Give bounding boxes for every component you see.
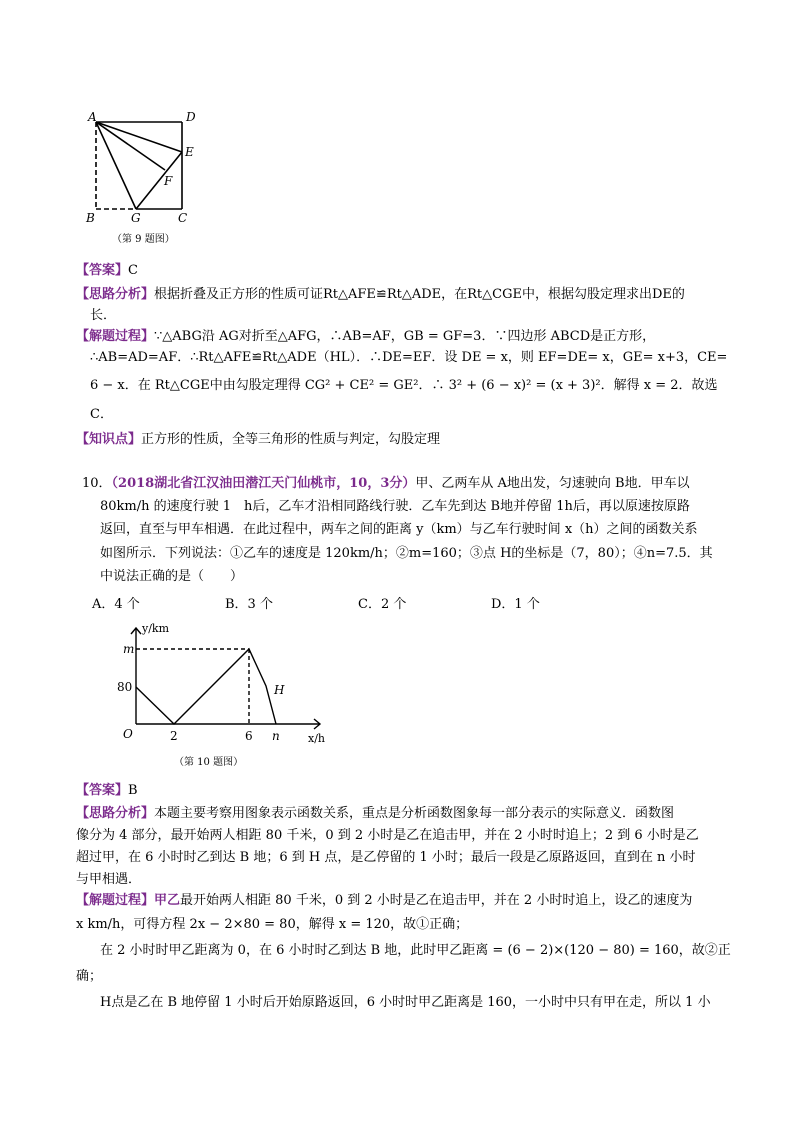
process-text: 最开始两人相距 80 千米，0 到 2 小时是乙在追击甲，并在 2 小时时追上，设乙的速度为	[180, 893, 693, 908]
q10-number: 10．	[82, 476, 112, 491]
q9-process	[76, 327, 736, 347]
process-tag: 【解题过程】	[76, 329, 155, 344]
process-text: ∵△ABG沿 AG对折至△AFG，∴AB=AF，GB = GF=3．∵四边形 ABCD是正方形，	[154, 329, 656, 344]
answer-tag: 【答案】	[76, 783, 129, 798]
analysis-tag: 【思路分析】	[76, 287, 155, 302]
q10-analysis-l4: 与甲相遇．	[76, 872, 142, 887]
origin-label: O	[123, 727, 133, 741]
tick-m: m	[123, 642, 135, 656]
q9-process-l4: C．	[90, 407, 113, 422]
q10-options	[92, 593, 692, 613]
label-F: F	[164, 174, 173, 188]
tick-n: n	[272, 729, 280, 743]
q10-stem-l4: 如图所示．下列说法：①乙车的速度是 120km/h；②m=160；③点 H的坐标是（7，80）；④n=7.5．其	[100, 546, 713, 561]
q10-answer	[76, 781, 736, 801]
process-tag: 【解题过程】	[76, 893, 155, 908]
q10-stem-l2: 80km/h 的速度行驶 1 h后，乙车才沿相同路线行驶．乙车先到达 B地并停留 1h后，再以原速按原路	[100, 499, 690, 514]
process-lead: 甲乙	[154, 893, 181, 908]
label-D: D	[186, 110, 196, 124]
q9-knowledge	[76, 430, 736, 450]
point-H-label: H	[274, 683, 285, 697]
option-b: B．3 个	[225, 597, 273, 612]
figure-10	[110, 618, 340, 776]
figure-10-svg	[110, 618, 340, 776]
option-a: A．4 个	[92, 597, 140, 612]
q10-source: （2018湖北省江汉油田潜江天门仙桃市，10，3分）	[111, 476, 416, 491]
analysis-text: 根据折叠及正方形的性质可证Rt△AFE≌Rt△ADE，在Rt△CGE中，根据勾股定理求出DE的	[154, 287, 685, 302]
q10-stem-text: 甲、乙两车从 A地出发，匀速驶向 B地．甲车以	[415, 476, 690, 491]
label-C: C	[178, 211, 188, 225]
tick-80: 80	[117, 680, 133, 694]
q9-process-l3: 6 − x．在 Rt△CGE中由勾股定理得 CG² + CE² = GE²．∴ 3² + (6 − x)² = (x + 3)²．解得 x = 2．故选	[90, 378, 718, 393]
q10-process-l4: 确；	[76, 969, 103, 984]
figure-10-caption: （第 10 题图）	[174, 757, 244, 768]
q9-analysis	[76, 285, 736, 305]
label-B: B	[86, 211, 95, 225]
q10-analysis	[76, 804, 736, 824]
label-A: A	[88, 110, 97, 124]
option-d: D．1 个	[491, 597, 540, 612]
q10-process	[76, 891, 736, 911]
analysis-tag: 【思路分析】	[76, 806, 155, 821]
label-G: G	[131, 211, 141, 225]
q9-process-l2: ∴AB=AD=AF．∴Rt△AFE≌Rt△ADE（HL）．∴DE=EF．设 DE = x，则 EF=DE= x，GE= x+3，CE=	[90, 350, 728, 365]
q10-analysis-l2: 像分为 4 部分，最开始两人相距 80 千米，0 到 2 小时是乙在追击甲，并在 2 小时时追上；2 到 6 小时是乙	[76, 828, 699, 843]
q10-process-l2: x km/h，可得方程 2x − 2×80 = 80，解得 x = 120，故①正确；	[76, 917, 469, 932]
q10-stem-l1	[82, 474, 742, 494]
answer-value: B	[128, 783, 138, 798]
answer-value: C	[128, 263, 138, 278]
analysis-text: 本题主要考察用图象表示函数关系，重点是分析函数图象每一部分表示的实际意义．函数图	[154, 806, 675, 821]
tick-6: 6	[245, 729, 253, 743]
figure-9-caption: （第 9 题图）	[112, 234, 175, 245]
tick-2: 2	[170, 729, 178, 743]
x-axis-label: x/h	[308, 732, 325, 745]
option-c: C．2 个	[358, 597, 407, 612]
knowledge-tag: 【知识点】	[76, 432, 142, 447]
q10-stem-l5: 中说法正确的是（ ）	[100, 569, 244, 584]
knowledge-text: 正方形的性质，全等三角形的性质与判定，勾股定理	[141, 432, 441, 447]
answer-tag: 【答案】	[76, 263, 129, 278]
y-axis-label: y/km	[142, 622, 170, 635]
q10-process-l5: H点是乙在 B 地停留 1 小时后开始原路返回，6 小时时甲乙距离是 160，一小时中只有甲在走，所以 1 小	[100, 995, 711, 1010]
q10-stem-l3: 返回，直至与甲车相遇．在此过程中，两车之间的距离 y（km）与乙车行驶时间 x（h）之间的函数关系	[100, 522, 698, 537]
q9-answer	[76, 261, 736, 281]
figure-9-svg	[80, 108, 210, 248]
q10-process-l3: 在 2 小时时甲乙距离为 0，在 6 小时时乙到达 B 地，此时甲乙距离 = (6 − 2)×(120 − 80) = 160，故②正	[100, 943, 731, 958]
q10-analysis-l3: 超过甲，在 6 小时时乙到达 B 地；6 到 H 点，是乙停留的 1 小时；最后一段是乙原路返回，直到在 n 小时	[76, 850, 696, 865]
label-E: E	[185, 145, 194, 159]
q9-analysis-cont: 长．	[90, 308, 117, 323]
figure-9	[80, 108, 210, 248]
